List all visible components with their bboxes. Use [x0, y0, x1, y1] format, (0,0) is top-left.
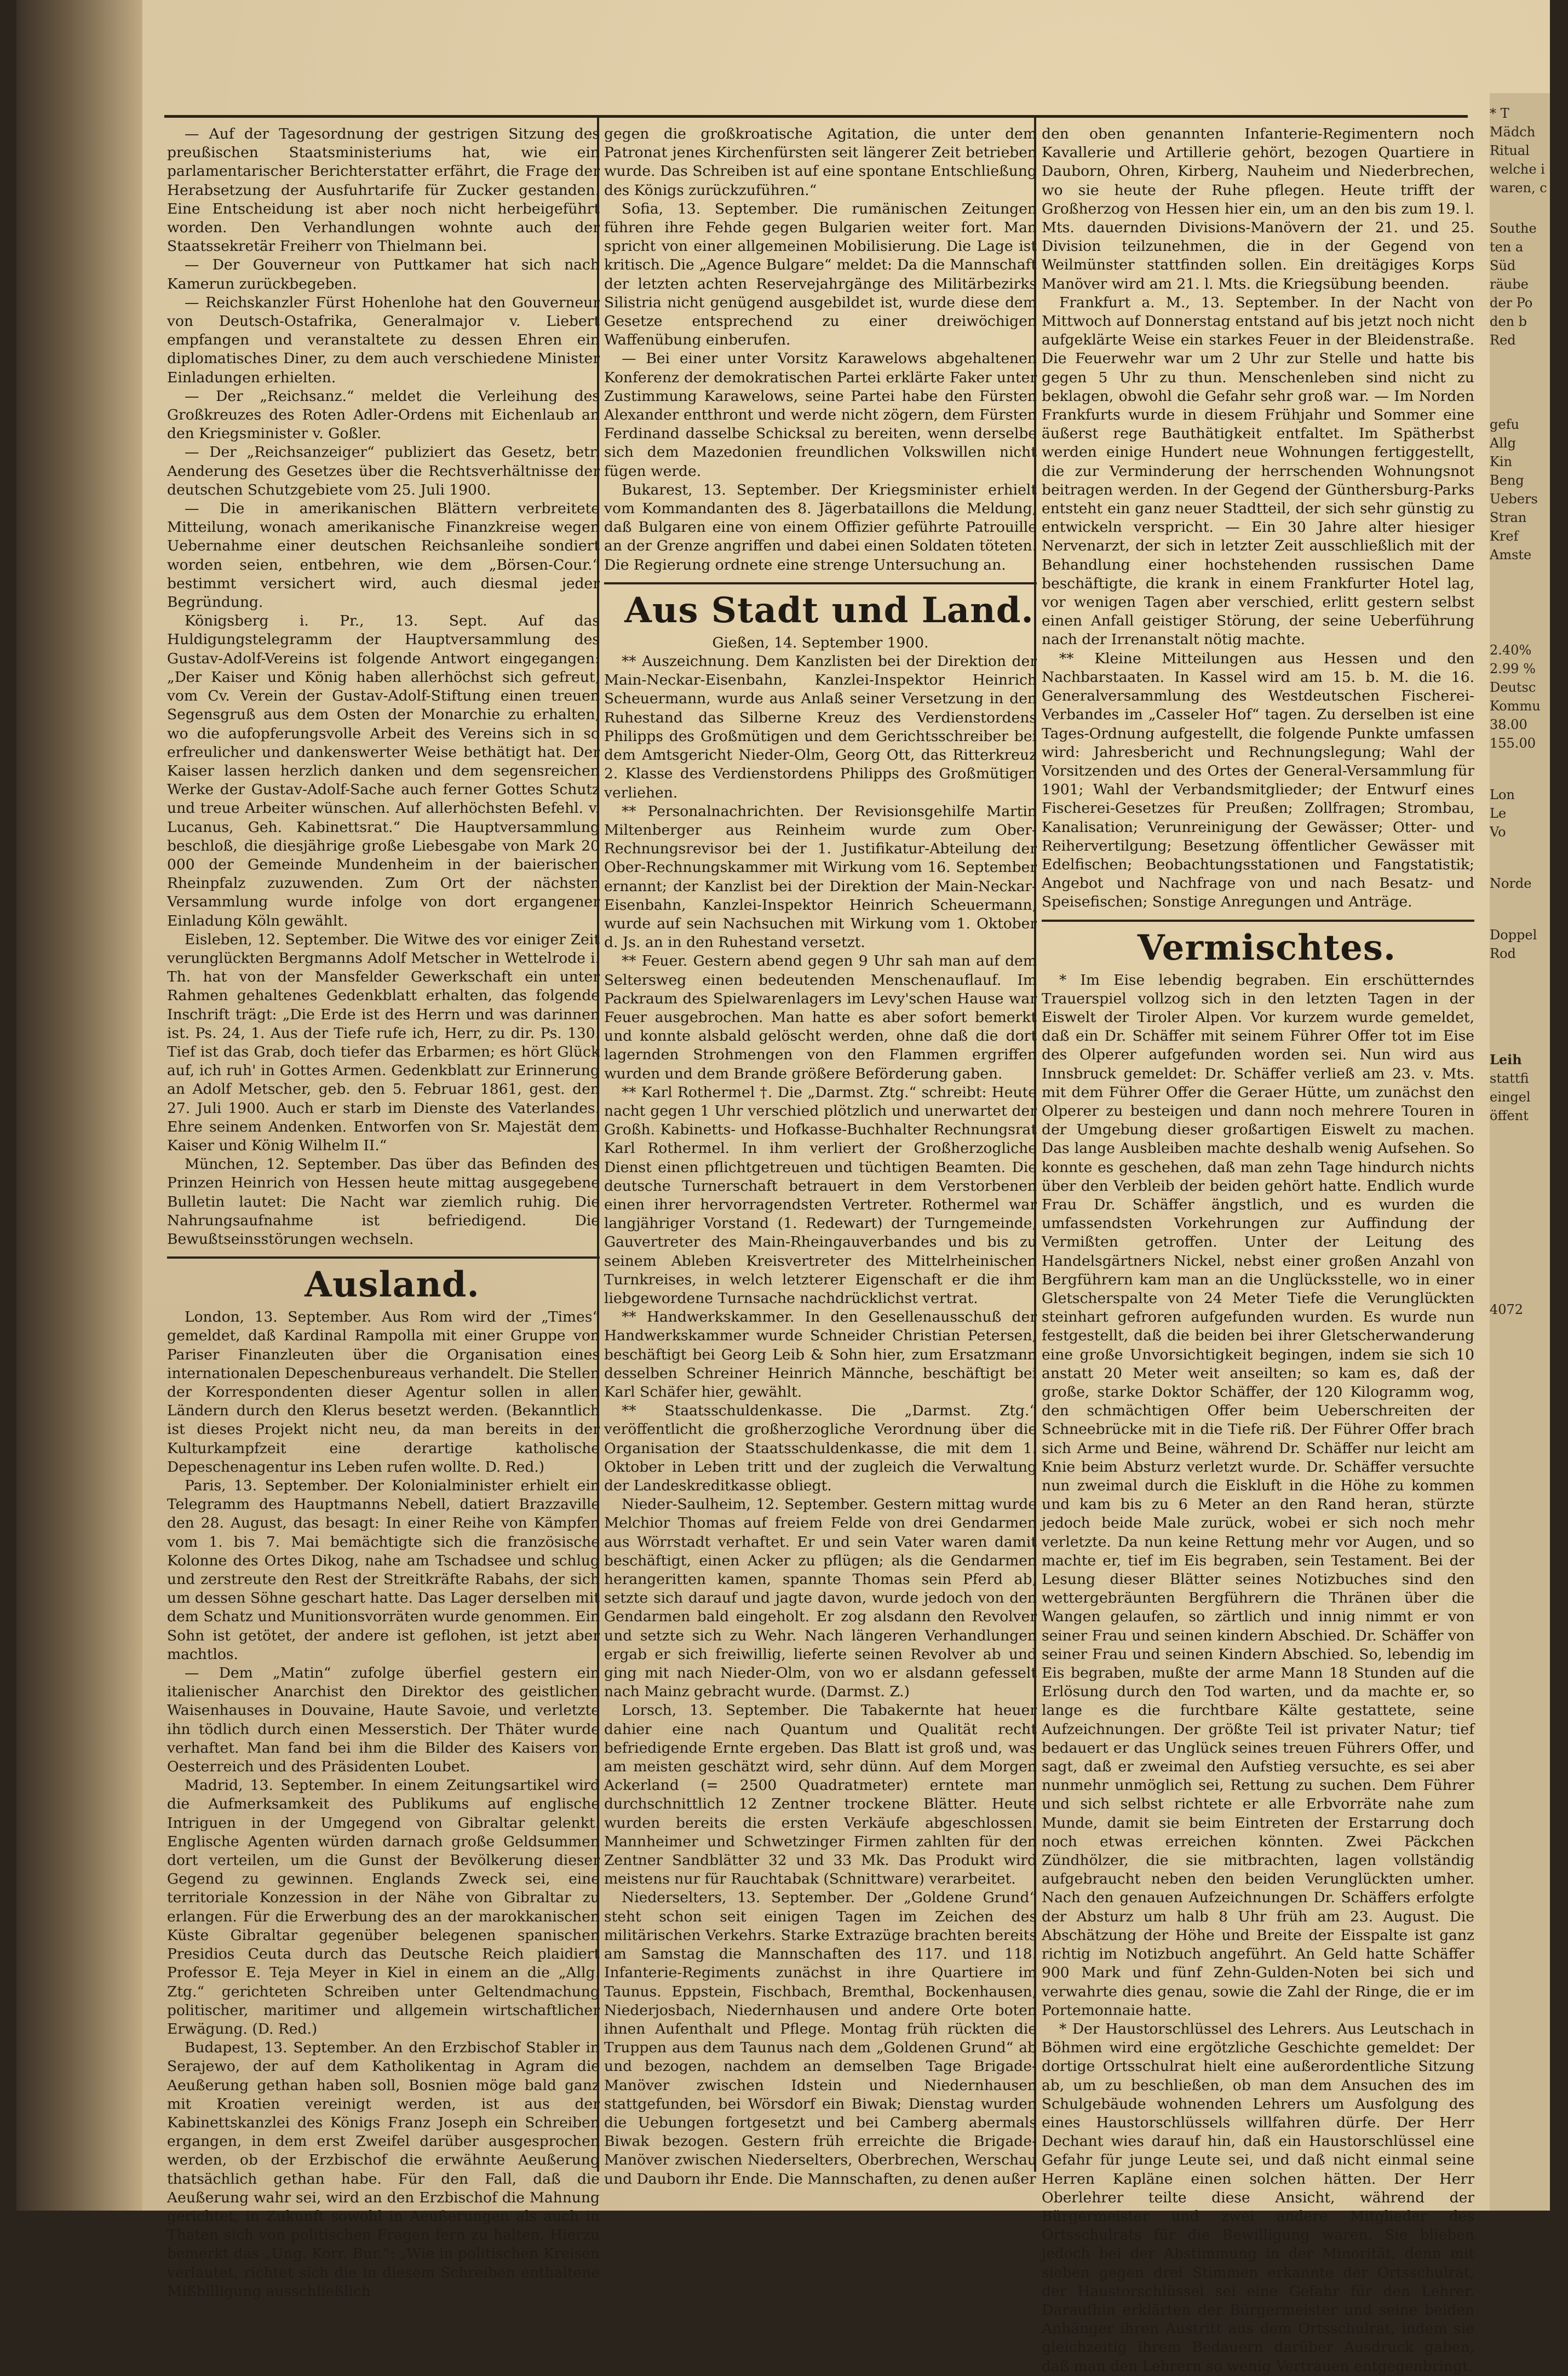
section-rule: [1042, 920, 1474, 922]
fragment: waren, c: [1490, 180, 1547, 196]
fragment: Rod: [1490, 946, 1516, 961]
article: München, 12. September. Das über das Befinden des Prinzen Heinrich von Hessen heute mittag ausgegebene Bulletin lautet: Die Nacht war ziemlich ruhig. Die Nahrungsaufnahme ist befriedigend. Die Bewußtseinsstörungen wechseln.: [167, 1156, 600, 1248]
section-rule: [167, 1256, 600, 1259]
fragment: Red: [1490, 332, 1516, 348]
fragment: Amste: [1490, 547, 1532, 563]
article: — Auf der Tagesordnung der gestrigen Sitzung des preußischen Staatsministeriums hat, wie ein parlamentarischer Berichterstatter erfährt, die Frage der Herabsetzung der Ausfuhrtarife für Zucker gestanden. Eine Entscheidung ist aber noch nicht herbeigeführt worden. Den Verhandlungen wohnte auch der Staatssekretär Freiherr von Thielmann bei.: [167, 125, 600, 255]
fragment: Norde: [1490, 876, 1532, 891]
fragment: Beng: [1490, 473, 1524, 488]
scan-border: [1550, 0, 1568, 2211]
fragment: eingel: [1490, 1089, 1531, 1105]
fragment: 2.40%: [1490, 642, 1532, 658]
fragment: Allg: [1490, 435, 1517, 451]
fragment: gefu: [1490, 417, 1519, 432]
fragment: Le: [1490, 806, 1507, 821]
article: Sofia, 13. September. Die rumänischen Zeitungen führen ihre Fehde gegen Bulgarien weiter fort. Man spricht von einer allgemeinen Mobilisierung. Die Lage ist kritisch. Die „Agence Bulgare“ meldet: Da die Mannschaft der letzten achten Reservejahrgänge des Militärbezirks Silistria nicht genügend ausgebildet ist, wurde diese dem Gesetze entsprechend zu einer dreiwöchigen Waffenübung einberufen.: [604, 200, 1037, 349]
fragment: Uebers: [1490, 491, 1538, 507]
article: gegen die großkroatische Agitation, die unter dem Patronat jenes Kirchenfürsten seit längerer Zeit betrieben wurde. Das Schreiben ist auf eine spontane Entschließung des Königs zurückzuführen.“: [604, 125, 1037, 199]
fragment: stattfi: [1490, 1071, 1529, 1086]
article: Lorsch, 13. September. Die Tabakernte hat heuer dahier eine nach Quantum und Qualität recht befriedigende Ernte ergeben. Das Blatt ist groß und, was am meisten geschätzt wird, sehr dünn. Auf dem Morgen Ackerland (= 2500 Quadratmeter) erntete man durchschnittlich 12 Zentner trockene Blätter. Heute wurden bereits die ersten Verkäufe abgeschlossen. Mannheimer und Schwetzinger Firmen zahlten für den Zentner Sandblätter 32 und 33 Mk. Das Produkt wird meistens nur für Rauchtabak (Schnittware) verarbeitet.: [604, 1702, 1037, 1888]
fragment: 4072: [1490, 1302, 1524, 1317]
fragment: Süd: [1490, 258, 1516, 273]
section-heading-aus-stadt-und-land: Aus Stadt und Land.: [624, 589, 1034, 631]
article: — Der „Reichsanz.“ meldet die Verleihung des Großkreuzes des Roten Adler-Ordens mit Eichenlaub an den Kriegsminister v. Goßler.: [167, 387, 600, 443]
article: — Reichskanzler Fürst Hohenlohe hat den Gouverneur von Deutsch-Ostafrika, Generalmajor v. Liebert empfangen und veranstaltete zu dessen Ehren ein diplomatisches Diner, zu dem auch verschiedene Minister Einladungen erhielten.: [167, 294, 600, 386]
article: Niederselters, 13. September. Der „Goldene Grund“ steht schon seit einigen Tagen im Zeichen des militärischen Verkehrs. Starke Extrazüge brachten bereits am Samstag die Mannschaften des 117. und 118. Infanterie-Regiments zunächst in ihre Quartiere im Taunus. Eppstein, Fischbach, Bremthal, Bockenhausen, Niederjosbach, Niedernhausen und andere Orte boten ihnen Aufenthalt und Pflege. Montag früh rückten die Truppen aus dem Taunus nach dem „Goldenen Grund“ ab und bezogen, nachdem an demselben Tage Brigade-Manöver zwischen Idstein und Niedernhausen stattgefunden, bei Wörsdorf ein Biwak; Dienstag wurden die Uebungen fortgesetzt und bei Camberg abermals Biwak bezogen. Gestern früh erreichte die Brigade-Manöver zwischen Niederselters, Oberbrechen, Werschau und Dauborn ihr Ende. Die Mannschaften, zu denen außer: [604, 1889, 1037, 2188]
article: — Der Gouverneur von Puttkamer hat sich nach Kamerun zurückbegeben.: [167, 256, 600, 292]
article: — Die in amerikanischen Blättern verbreitete Mitteilung, wonach amerikanische Finanzkreise wegen Uebernahme einer deutschen Reichsanleihe sondiert worden seien, entbehren, wie dem „Börsen-Cour.“ bestimmt versichert wird, auch diesmal jeder Begründung.: [167, 500, 600, 611]
column-2: [604, 125, 1037, 2188]
fragment: öffent: [1490, 1108, 1529, 1123]
article: ** Personalnachrichten. Der Revisionsgehilfe Martin Miltenberger aus Reinheim wurde zum Ober-Rechnungsrevisor bei der 1. Justifikatur-Abteilung der Ober-Rechnungskammer mit Wirkung vom 16. September ernannt; der Kanzlist bei der Direktion der Main-Neckar-Eisenbahn, Kanzlei-Inspektor Heinrich Scheuermann, wurde auf sein Nachsuchen mit Wirkung vom 1. Oktober d. Js. an in den Ruhestand versetzt.: [604, 802, 1037, 951]
article: Königsberg i. Pr., 13. Sept. Auf das Huldigungstelegramm der Hauptversammlung des Gustav-Adolf-Vereins ist folgende Antwort eingegangen: „Der Kaiser und König haben allerhöchst sich gefreut, vom Cv. Verein der Gustav-Adolf-Stiftung einen treuen Segensgruß aus dem Osten der Monarchie zu erhalten, wo die aufopferungsvolle Arbeit des Vereins sich in so erfreulicher und dankenswerter Weise bethätigt hat. Der Kaiser lassen herzlich danken und dem segensreichen Werke der Gustav-Adolf-Sache auch ferner Gottes Schutz und treue Arbeiter wünschen. Auf allerhöchsten Befehl. v. Lucanus, Geh. Kabinettsrat.“ Die Hauptversammlung beschloß, die diesjährige große Liebesgabe von Mark 20 000 der Gemeinde Mundenheim in der baierischen Rheinpfalz zuzuwenden. Zum Ort der nächsten Versammlung wurde infolge von dort ergangener Einladung Köln gewählt.: [167, 612, 600, 929]
article: ** Auszeichnung. Dem Kanzlisten bei der Direktion der Main-Neckar-Eisenbahn, Kanzlei-Inspektor Heinrich Scheuermann, wurde aus Anlaß seiner Versetzung in den Ruhestand das Silberne Kreuz des Verdienstordens Philipps des Großmütigen und dem Gerichtsschreiber bei dem Amtsgericht Nieder-Olm, Georg Ott, das Ritterkreuz 2. Klasse des Verdienstordens Philipps des Großmütigen verliehen.: [604, 653, 1037, 801]
fragment: * T: [1490, 106, 1509, 121]
fragment: Kin: [1490, 454, 1513, 469]
article: Nieder-Saulheim, 12. September. Gestern mittag wurde Melchior Thomas auf freiem Felde von drei Gendarmen aus Wörrstadt verhaftet. Er und sein Vater waren damit beschäftigt, einen Acker zu pflügen; als die Gendarmen herangeritten kamen, spannte Thomas sein Pferd ab, setzte sich darauf und jagte davon, wurde jedoch von den Gendarmen bald eingeholt. Er zog alsdann den Revolver und setzte sich zu Wehr. Nach längeren Verhandlungen ergab er sich freiwillig, lieferte seinen Revolver ab und ging mit nach Nieder-Olm, von wo er alsdann gefesselt nach Mainz gebracht wurde. (Darmst. Z.): [604, 1496, 1037, 1701]
article: ** Feuer. Gestern abend gegen 9 Uhr sah man auf dem Seltersweg einen bedeutenden Menschenauflauf. Im Packraum des Spielwarenlagers im Levy'schen Hause war Feuer ausgebrochen. Man hatte es aber sofort bemerkt und konnte alsbald gelöscht werden, ohne daß die dort lagernden Strohmengen von den Flammen ergriffen wurden und dem Brande größere Beförderung gaben.: [604, 952, 1037, 1082]
fragment: Kref: [1490, 529, 1519, 544]
fragment: Vo: [1490, 824, 1506, 840]
page-binding: [16, 0, 142, 2211]
article: Frankfurt a. M., 13. September. In der Nacht von Mittwoch auf Donnerstag entstand auf bis jetzt noch nicht aufgeklärte Weise ein starkes Feuer in der Bleidenstraße. Die Feuerwehr war um 2 Uhr zur Stelle und hatte bis gegen 5 Uhr zu thun. Menschenleben sind nicht zu beklagen, obwohl die Gefahr sehr groß war. — Im Norden Frankfurts wurde in diesem Frühjahr und Sommer eine äußerst rege Bauthätigkeit entfaltet. Im Spätherbst werden einige Hundert neue Wohnungen fertiggestellt, die zur Verminderung der herrschenden Wohnungsnot beitragen werden. In der Gegend der Günthersburg-Parks entsteht ein ganz neuer Stadtteil, der sich sehr günstig zu entwickeln verspricht. — Ein 30 Jahre alter hiesiger Nervenarzt, der sich in letzter Zeit ausschließlich mit der Behandlung einer hochstehenden russischen Dame beschäftigte, die krank in einem Frankfurter Hotel lag, vor wenigen Tagen aber verschied, erlitt gestern selbst einen Anfall geistiger Störung, der seine Ueberführung nach der Irrenanstalt nötig machte.: [1042, 294, 1474, 648]
column-3: [1042, 125, 1474, 2375]
article: * Im Eise lebendig begraben. Ein erschütterndes Trauerspiel vollzog sich in den letzten Tagen in der Eiswelt der Tiroler Alpen. Vor kurzem wurde gemeldet, daß ein Dr. Schäffer mit seinem Führer Offer tot im Eise des Olperer aufgefunden worden sei. Nun wird aus Innsbruck gemeldet: Dr. Schäffer verließ am 23. v. Mts. mit dem Führer Offer die Geraer Hütte, um zunächst den Olperer zu besteigen und dann noch mehrere Touren in der Umgebung dieser großartigen Eiswelt zu machen. Das lange Ausbleiben machte deshalb wenig Aufsehen. So konnte es geschehen, daß man zehn Tage hindurch nichts über den Verbleib der beiden gehört hatte. Endlich wurde Frau Dr. Schäffer ängstlich, und es wurden die umfassendsten Vorkehrungen zur Auffindung der Vermißten getroffen. Unter der Leitung des Handelsgärtners Nickel, nebst einer großen Anzahl von Bergführern kam man an die Unglücksstelle, wo in einer Gletscherspalte von 24 Meter Tiefe die Verunglückten steinhart gefroren aufgefunden wurden. Es wurde nun festgestellt, daß die beiden bei ihrer Gletscherwanderung eine große Unvorsichtigkeit begingen, indem sie sich 10 anstatt 20 Meter weit anseilten; so kam es, daß der große, starke Doktor Schäffer, der 120 Kilogramm wog, den schmächtigen Offer beim Ueberschreiten der Schneebrücke mit in die Tiefe riß. Der Führer Offer brach sich Arme und Beine, während Dr. Schäffer nur leicht am Knie beim Absturz verletzt wurde. Dr. Schäffer versuchte nun zweimal durch die Eiskluft in die Höhe zu kommen und kam bis zu 6 Meter an den Rand heran, stürzte jedoch beide Male zurück, wobei er sich noch mehr verletzte. Da nun keine Rettung mehr vor Augen, und so machte er, tief im Eis begraben, sein Testament. Bei der Lesung dieser Blätter seines Notizbuches sind den wettergebräunten Bergführern die Thränen über die Wangen gelaufen, so zärtlich und innig nimmt er von seiner Frau und seinen kindern Abschied. Dr. Schäffer von seiner Frau und seinen Kindern Abschied. So, lebendig im Eis begraben, mußte der arme Mann 18 Stunden auf die Erlösung durch den Tod warten, und da machte er, so lange es die furchtbare Kälte gestattete, seine Aufzeichnungen. Der größte Teil ist privater Natur; tief bedauert er das Unglück seines treuen Führers Offer, und sagt, daß er zweimal den Aufstieg versuchte, es sei aber nunmehr unmöglich sei, Rettung zu suchen. Dem Führer und sich selbst richtete er alle Erbvorräte nahe zum Munde, damit sie beim Eintreten der Erstarrung doch noch etwas erreichen könnten. Zwei Päckchen Zündhölzer, die sie mitbrachten, lagen vollständig aufgebraucht neben den beiden Verunglückten umher. Nach den genauen Aufzeichnungen Dr. Schäffers erfolgte der Absturz um halb 8 Uhr früh am 23. August. Die Abschätzung der Höhe und Breite der Eisspalte ist ganz richtig im Notizbuch angeführt. An Geld hatte Schäffer 900 Mark und fünf Zehn-Gulden-Noten bei sich und verwahrte dies genau, sowie die Zahl der Ringe, die er im Portemonnaie hatte.: [1042, 971, 1474, 2019]
fragment: den b: [1490, 314, 1527, 329]
top-rule: [164, 115, 1468, 118]
article: Eisleben, 12. September. Die Witwe des vor einiger Zeit verunglückten Bergmanns Adolf Metscher in Wettelrode i. Th. hat von der Mansfelder Gewerkschaft ein unter Rahmen gehaltenes Gedenkblatt erhalten, das folgende Inschrift trägt: „Die Erde ist des Herrn und was darinnen ist. Ps. 24, 1. Aus der Tiefe rufe ich, Herr, zu dir. Ps. 130. Tief ist das Grab, doch tiefer das Erbarmen; es hört Glück auf, ich ruh' in Gottes Armen. Gedenkblatt zur Erinnerung an Adolf Metscher, geb. den 5. Februar 1861, gest. den 27. Juli 1900. Auch er starb im Dienste des Vaterlandes. Ehre seinem Andenken. Entworfen von Sr. Majestät dem Kaiser und König Wilhelm II.“: [167, 931, 600, 1154]
fragment: Doppel: [1490, 927, 1537, 943]
article: den oben genannten Infanterie-Regimentern noch Kavallerie und Artillerie gehört, bezogen Quartiere in Dauborn, Ohren, Kirberg, Nauheim und Niederbrechen, wo sie heute der Ruhe pflegen. Heute trifft der Großherzog von Hessen hier ein, um an den bis zum 19. l. Mts. dauernden Divisions-Manövern der 21. und 25. Division teilzunehmen, die in der Gegend von Weilmünster stattfinden sollen. Ein dreitägiges Korps Manöver wird am 21. l. Mts. die Kriegsübung beenden.: [1042, 125, 1474, 292]
article: ** Kleine Mitteilungen aus Hessen und den Nachbarstaaten. In Kassel wird am 15. b. M. die 16. Generalversammlung des Westdeutschen Fischerei-Verbandes im „Casseler Hof“ tagen. Zu derselben ist eine Tages-Ordnung aufgestellt, die folgende Punkte umfassen wird: Jahresbericht und Rechnungslegung; Wahl der Vorsitzenden und des Ortes der General-Versammlung für 1901; Wahl der Verbandsmitglieder; der Entwurf eines Fischerei-Gesetzes für Preußen; Zollfragen; Strombau, Kanalisation; Verunreinigung der Gewässer; Otter- und Reihervertilgung; Besetzung öffentlicher Gewässer mit Edelfischen; Beobachtungsstationen und Fangstatistik; Angebot und Nachfrage von und nach Besatz- und Speisefischen; Sonstige Anregungen und Anträge.: [1042, 650, 1474, 911]
fragment: 2.99 %: [1490, 661, 1536, 676]
newspaper-page: [16, 0, 1550, 2375]
column-1: [167, 125, 600, 2300]
fragment: räube: [1490, 277, 1529, 292]
article: London, 13. September. Aus Rom wird der „Times“ gemeldet, daß Kardinal Rampolla mit einer Gruppe von Pariser Finanzleuten über die Organisation eines internationalen Depeschenbureaus verhandelt. Die Stellen der Korrespondenten dieser Agentur sollen in allen Ländern durch den Klerus besetzt werden. (Bekanntlich ist dieses Projekt nicht neu, da man bereits in der Kulturkampfzeit eine derartige katholische Depeschenagentur ins Leben rufen wollte. D. Red.): [167, 1308, 600, 1476]
article: ** Handwerkskammer. In den Gesellenausschuß der Handwerkskammer wurde Schneider Christian Petersen, beschäftigt bei Georg Leib & Sohn hier, zum Ersatzmann desselben Schreiner Heinrich Männche, beschäftigt bei Karl Schäfer hier, gewählt.: [604, 1308, 1037, 1401]
fragment: der Po: [1490, 295, 1533, 311]
fragment: welche i: [1490, 162, 1545, 177]
fragment: Deutsc: [1490, 680, 1536, 695]
dateline: Gießen, 14. September 1900.: [712, 634, 929, 651]
fragment: Kommu: [1490, 698, 1541, 714]
fragment: Southe: [1490, 221, 1537, 236]
fragment: Ritual: [1490, 143, 1530, 158]
fragment: ten a: [1490, 239, 1524, 255]
fragment: Lon: [1490, 787, 1515, 802]
article: Paris, 13. September. Der Kolonialminister erhielt ein Telegramm des Hauptmanns Nebell, datiert Brazzaville den 28. August, das besagt: In einer Reihe von Kämpfen vom 1. bis 7. Mai bemächtigte sich die französische Kolonne des Ortes Dikog, nahe am Tschadsee und schlug und zerstreute den Rest der Streitkräfte Rabahs, der sich um dessen Söhne geschart hatte. Das Lager derselben mit dem Schatz und Munitionsvorräten wurde genommen. Ein Sohn ist getötet, der andere ist geflohen, ist jetzt aber machtlos.: [167, 1477, 600, 1663]
article: ** Karl Rothermel †. Die „Darmst. Ztg.“ schreibt: Heute nacht gegen 1 Uhr verschied plötzlich und unerwartet der Großh. Kabinetts- und Hofkasse-Buchhalter Rechnungsrat Karl Rothermel. In ihm verliert der Großherzogliche Dienst einen pflichtgetreuen und tüchtigen Beamten. Die deutsche Turnerschaft betrauert in dem Verstorbenen einen ihrer hervorragendsten Vertreter. Rothermel war langjähriger Vorstand (1. Redewart) der Turngemeinde, Gauvertreter des Main-Rheingauverbandes und bis zu seinem Ableben Kreisvertreter des Mittelrheinischen Turnkreises, in welch letzterer Eigenschaft er die ihm liebgewordene Turnsache nachdrücklichst vertrat.: [604, 1083, 1037, 1307]
article: — Dem „Matin“ zufolge überfiel gestern ein italienischer Anarchist den Direktor des geistlichen Waisenhauses in Douvaine, Haute Savoie, und verletzte ihn tödlich durch einen Messerstich. Der Thäter wurde verhaftet. Man fand bei ihm die Bilder des Kaisers von Oesterreich und des Präsidenten Loubet.: [167, 1665, 600, 1776]
section-heading-vermischtes: Vermischtes.: [1137, 927, 1397, 968]
article: Madrid, 13. September. In einem Zeitungsartikel wird die Aufmerksamkeit des Publikums auf englische Intriguen in der Umgegend von Gibraltar gelenkt. Englische Agenten würden darnach große Geldsummen dort verteilen, um die Gunst der Bevölkerung dieser Gegend zu gewinnen. Englands Zweck sei, eine territoriale Konzession in der Nähe von Gibraltar zu erlangen. Für die Erwerbung des an der marokkanischen Küste Gibraltar gegenüber belegenen spanischen Presidios Ceuta durch das Deutsche Reich plaidiert Professor E. Teja Meyer in Kiel in einem an die „Allg. Ztg.“ gerichteten Schreiben unter Geltendmachung politischer, maritimer und allgemein wirtschaftlicher Erwägung. (D. Red.): [167, 1777, 600, 2038]
article: ** Staatsschuldenkasse. Die „Darmst. Ztg.“ veröffentlicht die großherzogliche Verordnung über die Organisation der Staatsschuldenkasse, die mit dem 1. Oktober in Leben tritt und der zugleich die Verwaltung der Landeskreditkasse obliegt.: [604, 1402, 1037, 1495]
article: — Bei einer unter Vorsitz Karawelows abgehaltenen Konferenz der demokratischen Partei erklärte Faker unter Zustimmung Karawelows, seine Partei habe den Fürsten Alexander entthront und werde nicht zögern, dem Fürsten Ferdinand dasselbe Schicksal zu bereiten, wenn derselbe sich dem Mazedonien freundlichen Volkswillen nicht fügen werde.: [604, 350, 1037, 480]
article: * Der Haustorschlüssel des Lehrers. Aus Leutschach in Böhmen wird eine ergötzliche Geschichte gemeldet: Der dortige Ortsschulrat hielt eine außerordentliche Sitzung ab, um zu beschließen, ob man dem Ansuchen des im Schulgebäude wohnenden Lehrers um Ausfolgung des eines Haustorschlüssels willfahren dürfe. Der Herr Dechant wies darauf hin, daß ein Haustorschlüssel eine Gefahr für junge Leute sei, und daß nicht einmal seine Herren Kapläne einen solchen hätten. Der Herr Oberlehrer teilte diese Ansicht, während der Bürgermeister und zwei andere Mitglieder des Ortsschulrats für die Bewilligung waren. Sie blieben jedoch bei der Abstimmung in der Minorität, denn mit sieben gegen drei Stimmen erkannte der Ortsschulrat, der Haustorschlüssel sei eine Gefahr für den Lehrer. Daraufhin erklärten der Bürgermeister und seine beiden Anhänger ihren Austritt aus dem Ortsschulrat, indem sie gleichzeitig ihrem Bedauern darüber Ausdruck gaben, daß man den Lehrern so wenig Vertrauen entgegenbringt.: [1042, 2020, 1474, 2375]
section-heading-ausland: Ausland.: [305, 1264, 480, 1306]
article: Bukarest, 13. September. Der Kriegsminister erhielt vom Kommandanten des 8. Jägerbataillons die Meldung, daß Bulgaren eine von einem Offizier geführte Patrouille an der Grenze angriffen und dabei einen Soldaten töteten. Die Regierung ordnete eine strenge Untersuchung an.: [604, 481, 1037, 573]
fragment: Leih: [1490, 1052, 1522, 1068]
fragment: Mädch: [1490, 124, 1536, 140]
fragment: 155.00: [1490, 736, 1536, 751]
article: — Der „Reichsanzeiger“ publiziert das Gesetz, betr. Aenderung des Gesetzes über die Rechtsverhältnisse der deutschen Schutzgebiete vom 25. Juli 1900.: [167, 444, 600, 498]
fragment: 38.00: [1490, 717, 1527, 732]
fragment: Stran: [1490, 510, 1527, 525]
article: Budapest, 13. September. An den Erzbischof Stabler in Serajewo, der auf dem Katholikentag in Agram die Aeußerung gethan haben soll, Bosnien möge bald ganz mit Kroatien vereinigt werden, ist aus der Kabinettskanzlei des Königs Franz Joseph ein Schreiben ergangen, in dem erst Zweifel darüber ausgesprochen werden, ob der Erzbischof die erwähnte Aeußerung thatsächlich gethan habe. Für den Fall, daß die Aeußerung wahr sei, wird an den Erzbischof die Mahnung gerichtet, in Zukunft sowohl in Aeußerungen als auch in Thaten sich von politischen Fragen fern zu halten. Hierzu bemerkt das „Ung. Korr. Bur.“: „Wie in politischen Kreisen verlautet, richtet sich die in diesem Schreiben enthaltene Mißbilligung ausschließlich: [167, 2039, 600, 2300]
section-rule: [604, 582, 1037, 584]
